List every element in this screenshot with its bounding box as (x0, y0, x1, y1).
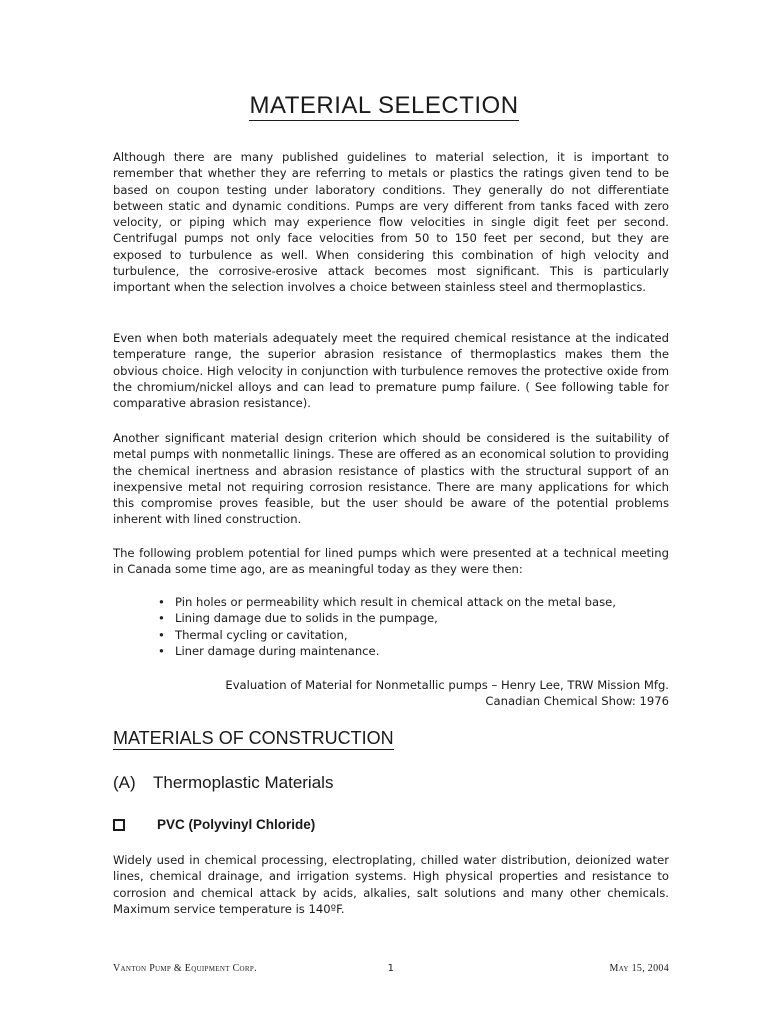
citation (225, 677, 669, 710)
list-item: • Lining damage due to solids in the pumpage, (158, 610, 678, 626)
subsection-heading (113, 773, 333, 793)
list-item: • Liner damage during maintenance. (158, 643, 678, 659)
paragraph-pvc: Widely used in chemical processing, electroplating, chilled water distribution, deionized water lines, chemical drainage, and irrigation systems. High physical properties and resistance to corrosion and chemical attack by acids, alkalies, salt solutions and many other chemicals. Maximum service temperature is 140ºF. (113, 853, 669, 916)
page-title (0, 92, 768, 120)
subsection-label: (A) (113, 773, 136, 792)
section-heading (113, 728, 394, 749)
paragraph-lined-pumps: Another significant material design criterion which should be considered is the suitability of metal pumps with nonmetallic linings. These are offered as an economical solution to providing the chemical inertness and abrasion resistance of plastics with the structural support of an inexpensive metal not requiring corrosion resistance. There are many applications for which this compromise proves feasible, but the user should be aware of the potential problems inherent with lined construction. (113, 431, 669, 527)
paragraph-abrasion: Even when both materials adequately meet the required chemical resistance at the indicated temperature range, the superior abrasion resistance of thermoplastics makes them the obvious choice. High velocity in conjunction with turbulence removes the protective oxide from the chromium/nickel alloys and can lead to premature pump failure. ( See following table for comparative abrasion resistance). (113, 331, 669, 411)
footer-company: Vanton Pump & Equipment Corp. (113, 963, 257, 974)
paragraph-guidelines: Although there are many published guidelines to material selection, it is important to remember that whether they are referring to metals or plastics the ratings given tend to be based on coupon testing under laboratory conditions. They generally do not differentiate between static and dynamic conditions. Pumps are very different from tanks faced with zero velocity, or piping which may experience flow velocities in single digit feet per second. Centrifugal pumps not only face velocities from 50 to 150 feet per second, but they are exposed to turbulence as well. When considering this combination of high velocity and turbulence, the corrosive-erosive attack becomes most significant. This is particularly important when the selection involves a choice between stainless steel and thermoplastics. (113, 150, 669, 295)
footer-date: May 15, 2004 (609, 963, 669, 974)
citation-line-2: Canadian Chemical Show: 1976 (485, 694, 669, 709)
section-heading-text: MATERIALS OF CONSTRUCTION (113, 728, 394, 748)
footer-page-number: 1 (387, 963, 395, 974)
page-footer (113, 963, 669, 979)
list-item: • Pin holes or permeability which result in chemical attack on the metal base, (158, 594, 678, 610)
checkbox-icon (113, 819, 125, 831)
paragraph-problem-intro: The following problem potential for lined pumps which were presented at a technical meeting in Canada some time ago, are as meaningful today as they were then: (113, 546, 669, 577)
problem-list (158, 594, 678, 659)
material-heading (113, 817, 315, 832)
page-title-text: MATERIAL SELECTION (249, 92, 519, 119)
citation-line-1: Evaluation of Material for Nonmetallic pumps – Henry Lee, TRW Mission Mfg. (225, 678, 669, 692)
subsection-title: Thermoplastic Materials (153, 773, 334, 792)
material-heading-text: PVC (Polyvinyl Chloride) (157, 817, 316, 832)
list-item: • Thermal cycling or cavitation, (158, 627, 678, 643)
